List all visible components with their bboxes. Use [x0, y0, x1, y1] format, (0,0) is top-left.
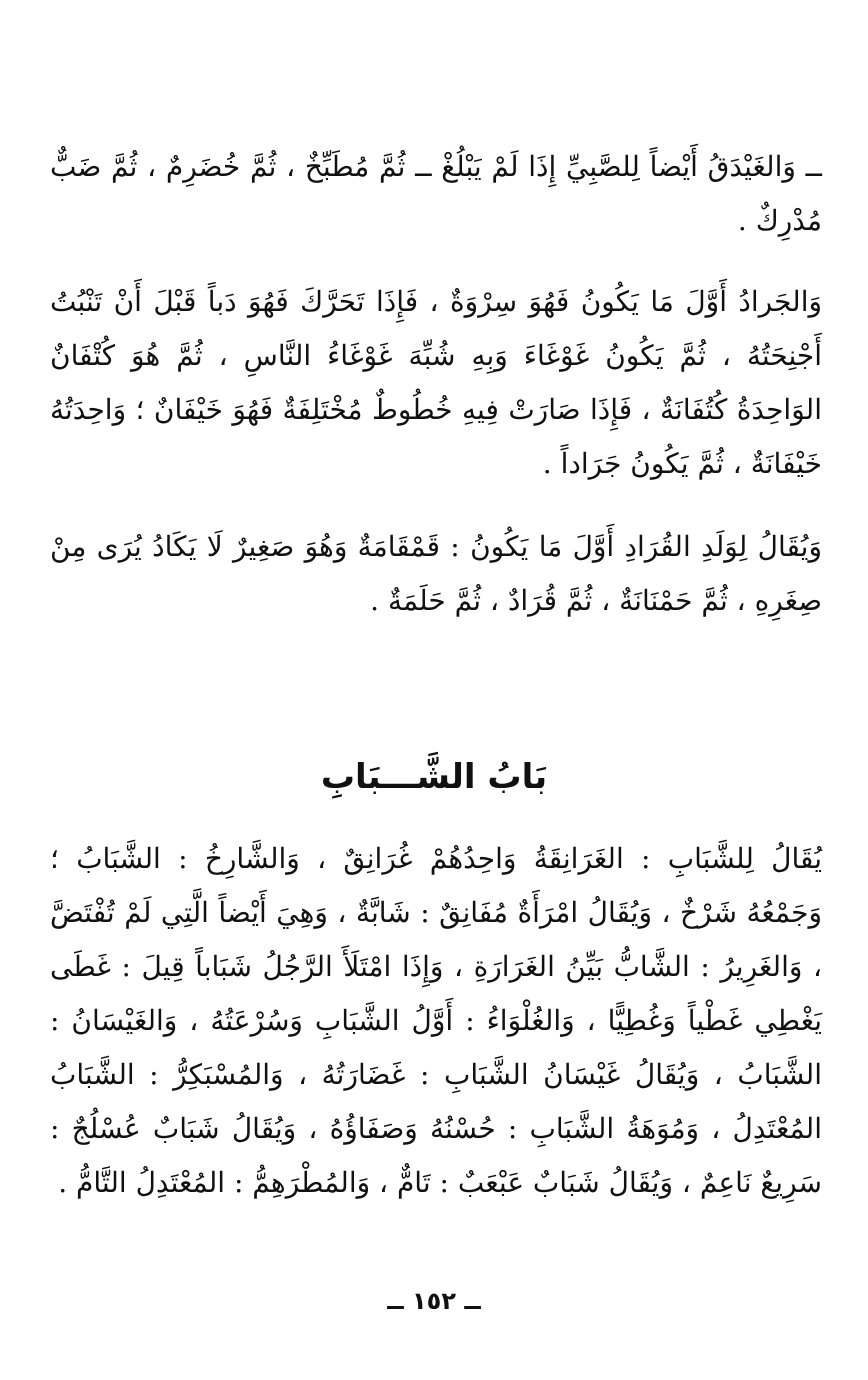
paragraph-youth: يُقَالُ لِلشَّبَابِ : الغَرَانِقَةُ وَاحِدُهُمْ غُرَانِقٌ ، وَالشَّارِخُ : الشَّبَابُ ؛ وَجَمْعُهُ شَرْخٌ ، وَيُقَالُ امْرَأَةٌ مُفَانِقٌ : شَابَّةٌ ، وَهِيَ أَيْضاً الَّتِي لَمْ تُفْتَضَّ ، وَالغَرِيرُ : الشَّابُّ بَيِّنُ الغَرَارَةِ ، وَإِذَا امْتَلَأَ الرَّجُلُ شَبَاباً قِيلَ : غَطَى يَغْطِي غَطْياً وَغُطِيًّا ، وَالغُلْوَاءُ : أَوَّلُ الشَّبَابِ وَسُرْعَتُهُ ، وَالغَيْسَانُ : الشَّبَابُ ، وَيُقَالُ غَيْسَانُ الشَّبَابِ : غَضَارَتُهُ ، وَالمُسْبَكِرُّ : الشَّبَابُ المُعْتَدِلُ ، وَمُوَهَةُ الشَّبَابِ : حُسْنُهُ وَصَفَاؤُهُ ، وَيُقَالُ شَبَابٌ عُسْلُجٌ : سَرِيعٌ نَاعِمٌ ، وَيُقَالُ شَبَابٌ عَبْعَبٌ : تَامٌّ ، وَالمُطْرَهِمُّ : المُعْتَدِلُ التَّامُّ .	[50, 842, 822, 1199]
paragraph-locust: وَالجَرادُ أَوَّلَ مَا يَكُونُ فَهُوَ سِرْوَةٌ ، فَإِذَا تَحَرَّكَ فَهُوَ دَباً قَبْلَ أَنْ تَنْبُتُ أَجْنِحَتُهُ ، ثُمَّ يَكُونُ غَوْغَاءَ وَبِهِ شُبِّهَ غَوْغَاءُ النَّاسِ ، ثُمَّ هُوَ كُتْفَانٌ الوَاحِدَةُ كُتُفَانَةٌ ، فَإِذَا صَارَتْ فِيهِ خُطُوطٌ مُخْتَلِفَةٌ فَهُوَ خَيْفَانٌ ؛ وَاحِدَتُهُ خَيْفَانَةٌ ، ثُمَّ يَكُونُ جَرَاداً .	[50, 285, 822, 480]
paragraph-tick: وَيُقَالُ لِوَلَدِ القُرَادِ أَوَّلَ مَا يَكُونُ : قَمْقَامَةٌ وَهُوَ صَغِيرٌ لَا يَكَادُ يُرَى مِنْ صِغَرِهِ ، ثُمَّ حَمْنَانَةٌ ، ثُمَّ قُرَادٌ ، ثُمَّ حَلَمَةٌ .	[50, 530, 822, 617]
paragraph-ghaydaq: ــ وَالغَيْدَقُ أَيْضاً لِلصَّبِيِّ إِذَا لَمْ يَبْلُغْ ــ ثُمَّ مُطَبِّخٌ ، ثُمَّ خُضَرِمٌ ، ثُمَّ ضَبٌّ مُدْرِكٌ .	[50, 150, 822, 237]
section-title: بَابُ الشَّـــبَابِ	[320, 757, 548, 797]
page-number: ــ ١٥٢ ــ	[387, 1287, 481, 1315]
